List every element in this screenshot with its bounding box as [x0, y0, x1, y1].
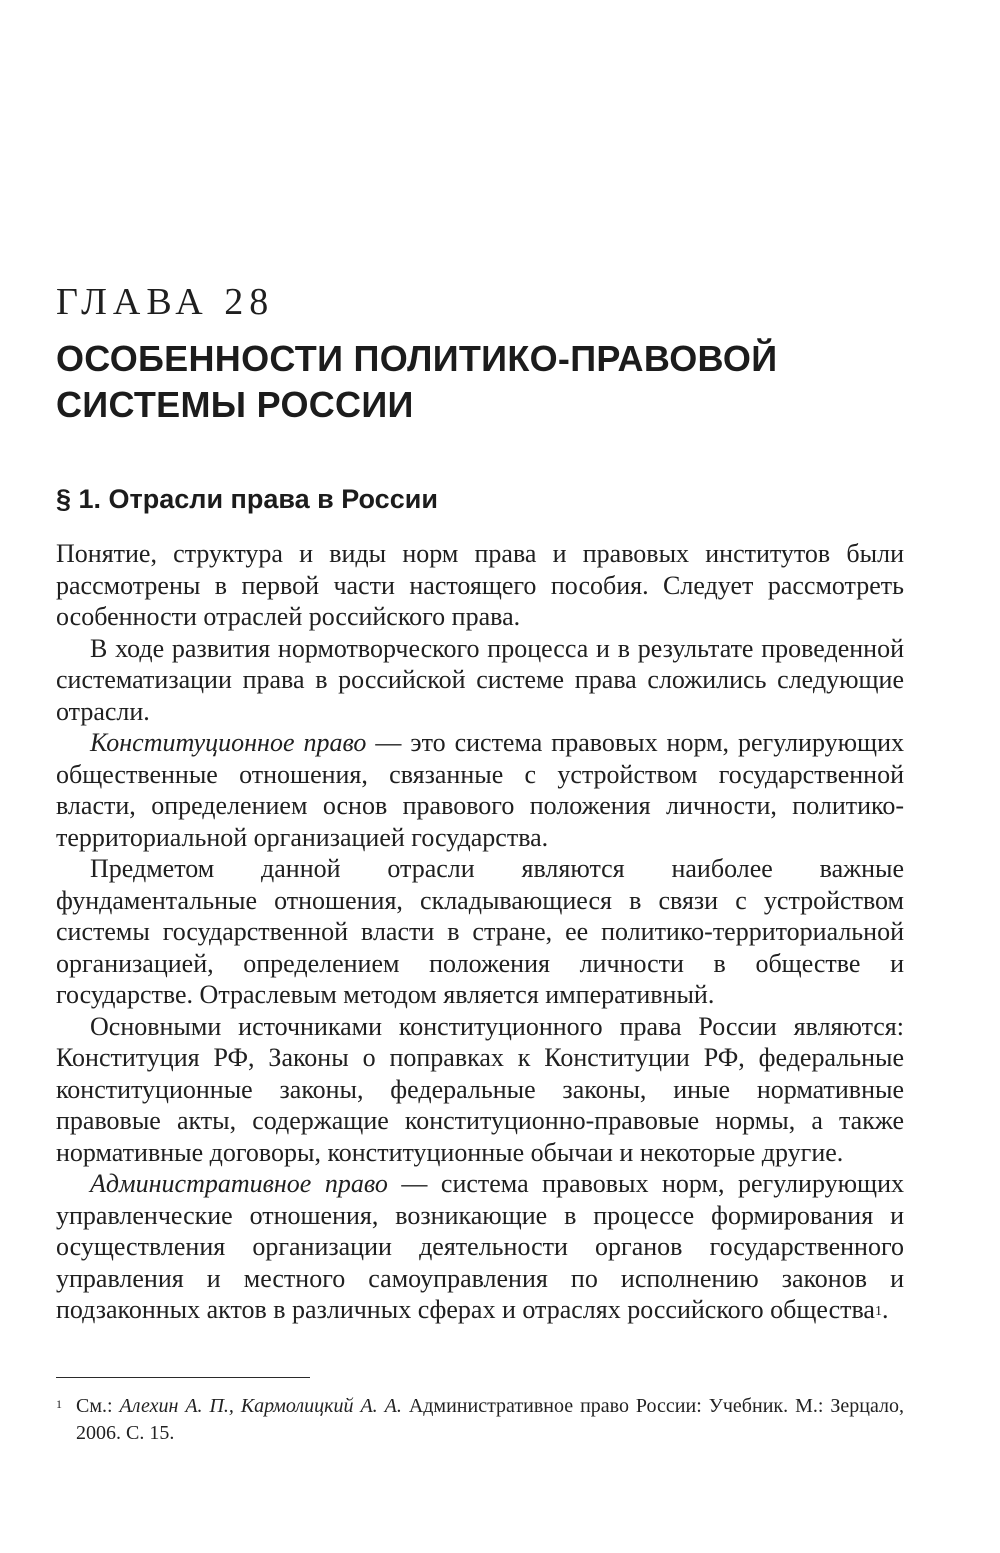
chapter-label: ГЛАВА 28 [56, 281, 275, 323]
term-administrative-law: Административное право [90, 1169, 388, 1198]
paragraph-4: Предметом данной отрасли являются наиболее важные фундаментальные отношения, складывающиеся в связи с устройством системы государственной власти в стране, ее политико-территориальной организацией, определением положения личности в обществе и государстве. Отраслевым методом является императивный. [56, 854, 904, 1009]
paragraph-1: Понятие, структура и виды норм права и правовых институтов были рассмотрены в первой части настоящего пособия. Следует рассмотреть особенности отраслей российского права. [56, 539, 904, 631]
paragraph-6 [56, 1168, 904, 1326]
paragraph-3-text: — это система правовых норм, регулирующих общественные отношения, связанные с устройством государственной власти, определением основ правового положения личности, политико-территориальной организацией государства. [56, 728, 904, 852]
section-heading: § 1. Отрасли права в России [56, 484, 438, 514]
paragraph-3 [56, 727, 904, 853]
paragraph-6-end: . [881, 1295, 889, 1324]
footnote-text [76, 1393, 904, 1447]
body-text [56, 538, 904, 1326]
chapter-title [56, 336, 777, 428]
paragraph-6-text: — система правовых норм, регулирующих управленческие отношения, возникающие в процессе формирования и осуществления организации деятельности органов государственного управления и местного самоуправления по исполнению законов и подзаконных актов в различных сферах и отраслях российского общества [56, 1169, 904, 1324]
term-constitutional-law: Конституционное право [90, 728, 367, 757]
footnote-marker: 1 [56, 1397, 62, 1411]
footnote [56, 1393, 904, 1447]
footnote-citation: Административное право России: Учебник. М.: Зерцало, 2006. С. 15. [76, 1395, 904, 1444]
paragraph-2: В ходе развития нормотворческого процесса и в результате проведенной систематизации права в российской системе права сложились следующие отрасли. [56, 633, 904, 726]
footnote-authors: Алехин А. П., Кармолицкий А. А. [119, 1395, 402, 1417]
footnote-prefix: См.: [76, 1395, 120, 1417]
chapter-title-line-2: СИСТЕМЫ РОССИИ [56, 384, 414, 425]
footnote-divider [56, 1377, 310, 1378]
chapter-title-line-1: ОСОБЕННОСТИ ПОЛИТИКО-ПРАВОВОЙ [56, 338, 778, 379]
footnote-reference[interactable]: 1 [874, 1304, 882, 1319]
paragraph-5: Основными источниками конституционного права России являются: Конституция РФ, Законы о поправках к Конституции РФ, федеральные конституционные законы, федеральные законы, иные нормативные правовые акты, содержащие конституционно-правовые нормы, а также нормативные договоры, конституционные обычаи и некоторые другие. [56, 1011, 904, 1167]
